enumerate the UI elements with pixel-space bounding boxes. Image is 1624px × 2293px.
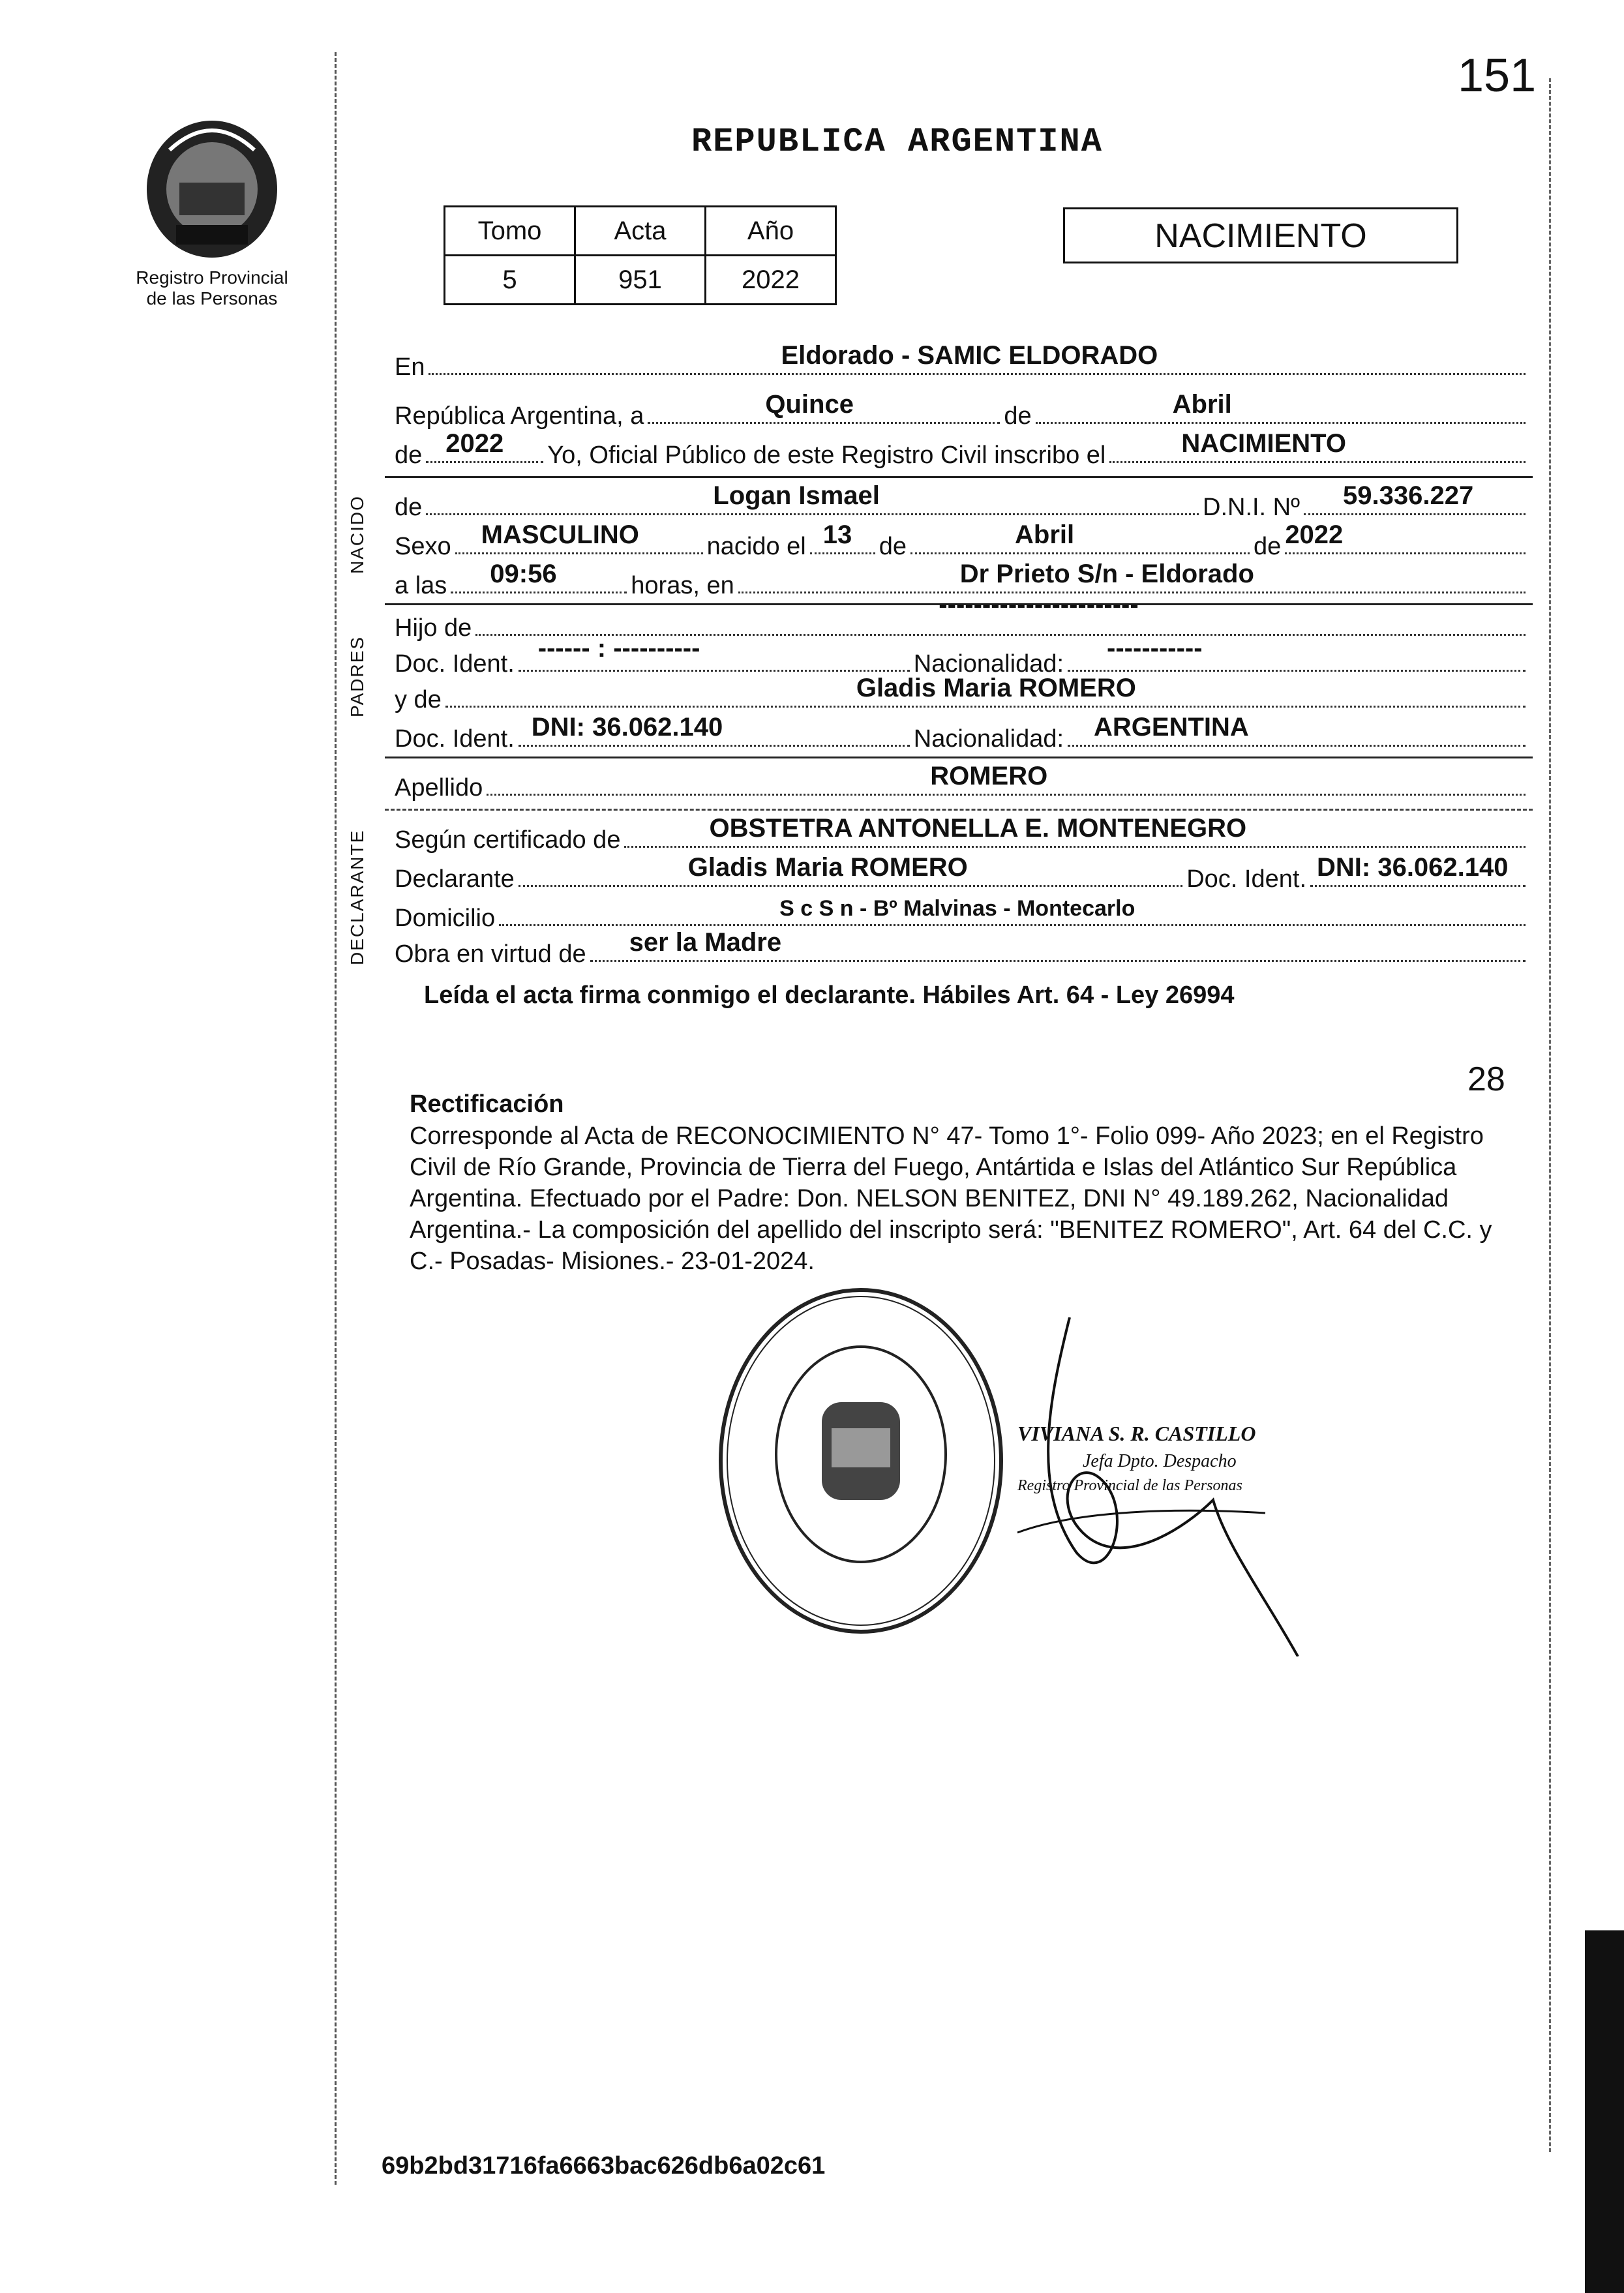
- separator: [385, 757, 1533, 758]
- right-margin-line: [1549, 78, 1551, 2152]
- registry-table: [444, 205, 837, 305]
- official-stamp: [711, 1278, 1011, 1647]
- obra-value: ser la Madre: [629, 928, 782, 957]
- row-en: [395, 341, 1529, 382]
- sexo-value: MASCULINO: [481, 520, 639, 549]
- dom-label: Domicilio: [395, 905, 496, 932]
- oficial-text: Yo, Oficial Público de este Registro Civil inscribo el: [547, 442, 1106, 469]
- apellido-label: Apellido: [395, 774, 483, 802]
- doc1-label: Doc. Ident.: [395, 650, 515, 678]
- obra-label: Obra en virtud de: [395, 940, 586, 968]
- left-margin-line: [335, 52, 337, 2185]
- hijo-value: -----------------------: [939, 590, 1139, 619]
- madre-value: Gladis Maria ROMERO: [856, 674, 1136, 702]
- decl-doc-label: Doc. Ident.: [1186, 865, 1306, 893]
- decl-doc-value: DNI: 36.062.140: [1317, 853, 1509, 882]
- section-nacido-label: NACIDO: [347, 495, 367, 574]
- office-caption-line1: Registro Provincial: [136, 267, 288, 288]
- nac2-value: ARGENTINA: [1094, 713, 1249, 742]
- row-declarante: [395, 853, 1529, 893]
- anio-value: 2022: [445, 429, 504, 458]
- row-cert: [395, 814, 1529, 854]
- dni-value: 59.336.227: [1343, 481, 1474, 510]
- nombre-value: Logan Ismael: [713, 481, 880, 510]
- hora-value: 09:56: [490, 560, 557, 588]
- row-republica: [395, 390, 1529, 430]
- office-caption: [124, 267, 300, 309]
- nac2-label: Nacionalidad:: [913, 725, 1064, 753]
- row-nombre: [395, 481, 1529, 522]
- yde-label: y de: [395, 686, 442, 713]
- dni-label: D.N.I. Nº: [1203, 494, 1300, 521]
- signature-name: VIVIANA S. R. CASTILLO: [1017, 1422, 1256, 1445]
- lugar-value: Dr Prieto S/n - Eldorado: [959, 560, 1254, 588]
- dia-value: Quince: [765, 390, 854, 419]
- anio-value: 2022: [706, 256, 836, 305]
- section-padres-label: PADRES: [347, 635, 367, 717]
- horas-label: horas, en: [631, 572, 734, 599]
- dom-value: S c S n - Bº Malvinas - Montecarlo: [779, 896, 1135, 921]
- nac-de: de: [879, 533, 907, 560]
- anio-header: Año: [706, 207, 836, 256]
- row-madre: [395, 674, 1529, 714]
- tomo-value: 5: [445, 256, 575, 305]
- decl-label: Declarante: [395, 865, 515, 893]
- legal-text: Leída el acta firma conmigo el declarante. Hábiles Art. 64 - Ley 26994: [424, 982, 1235, 1009]
- province-logo: [130, 111, 293, 264]
- document-hash: 69b2bd31716fa6663bac626db6a02c61: [382, 2152, 826, 2180]
- row-doc2: [395, 713, 1529, 753]
- act-type-box: NACIMIENTO: [1063, 207, 1458, 263]
- hijo-label: Hijo de: [395, 614, 472, 642]
- doc2-value: DNI: 36.062.140: [531, 713, 723, 742]
- republica-label: República Argentina, a: [395, 402, 644, 430]
- signature-role: Jefa Dpto. Despacho: [1083, 1451, 1237, 1471]
- separator: [385, 476, 1533, 478]
- rectificacion-title: Rectificación: [410, 1090, 564, 1118]
- de2-label: de: [395, 442, 423, 469]
- row-oficial: [395, 429, 1529, 470]
- nac-anio: 2022: [1285, 520, 1344, 549]
- nombre-label: de: [395, 494, 423, 521]
- signature-office: Registro Provincial de las Personas: [1017, 1477, 1242, 1494]
- cert-value: OBSTETRA ANTONELLA E. MONTENEGRO: [709, 814, 1247, 843]
- tomo-header: Tomo: [445, 207, 575, 256]
- separator: [385, 809, 1533, 811]
- sexo-label: Sexo: [395, 533, 451, 560]
- doc2-label: Doc. Ident.: [395, 725, 515, 753]
- side-number: 28: [1467, 1060, 1505, 1098]
- row-obra: [395, 928, 1529, 968]
- section-declarante-label: DECLARANTE: [347, 829, 367, 965]
- en-label: En: [395, 353, 425, 381]
- page-number: 151: [1458, 50, 1537, 102]
- cert-label: Según certificado de: [395, 826, 621, 854]
- apellido-value: ROMERO: [930, 762, 1048, 790]
- nac-dia: 13: [822, 520, 852, 549]
- mes-value: Abril: [1172, 390, 1232, 419]
- nac-mes: Abril: [1015, 520, 1075, 549]
- decl-value: Gladis Maria ROMERO: [687, 853, 968, 882]
- en-value: Eldorado - SAMIC ELDORADO: [781, 341, 1158, 370]
- nacido-label: nacido el: [706, 533, 806, 560]
- acto-value: NACIMIENTO: [1181, 429, 1346, 458]
- row-apellido: [395, 762, 1529, 802]
- row-domicilio: [395, 896, 1529, 933]
- nac1-label: Nacionalidad:: [913, 650, 1064, 678]
- scan-edge-bar: [1585, 1930, 1624, 2293]
- nac1-value: -----------: [1107, 634, 1203, 663]
- nac-de2: de: [1254, 533, 1282, 560]
- acta-header: Acta: [575, 207, 706, 256]
- row-sexo: [395, 520, 1529, 561]
- rectificacion-body: Corresponde al Acta de RECONOCIMIENTO N° 47- Tomo 1°- Folio 099- Año 2023; en el Registro Civil de Río Grande, Provincia de Tierra del Fuego, Antártida e Islas del Atlántico Sur República Argentina. Efectuado por el Padre: Don. NELSON BENITEZ, DNI N° 49.189.262, Nacionalidad Argentina.- La composición del apellido del inscripto será: "BENITEZ ROMERO", Art. 64 del C.C. y C.- Posadas- Misiones.- 23-01-2024.: [410, 1122, 1492, 1275]
- acta-value: 951: [575, 256, 706, 305]
- alas-label: a las: [395, 572, 447, 599]
- country-title: REPUBLICA ARGENTINA: [691, 123, 1103, 161]
- office-caption-line2: de las Personas: [146, 288, 278, 308]
- de-label: de: [1004, 402, 1032, 430]
- doc1-value: ------ : ----------: [537, 634, 700, 663]
